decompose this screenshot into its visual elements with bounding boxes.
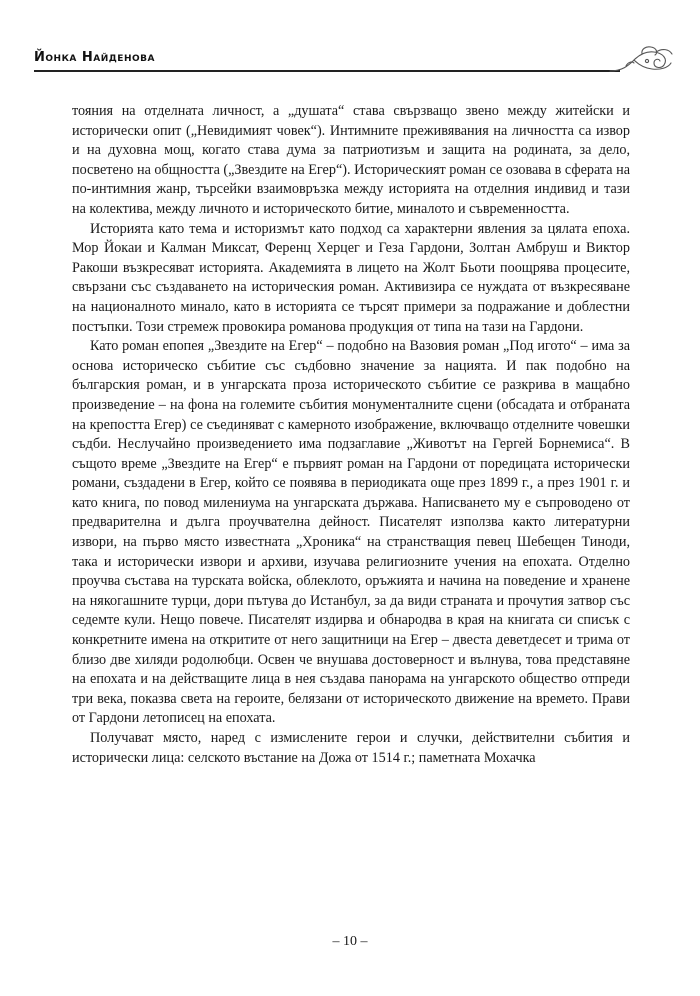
flourish-ornament-icon [608, 44, 674, 78]
header-rule [34, 70, 620, 72]
paragraph-3: Като роман епопея „Звездите на Егер“ – подобно на Вазовия роман „Под игото“ – има за основа историческо събитие със съдбовно значение за нацията. И пак подобно на българския роман, и в унгарската проза историческото събитие се разкрива в мащабно произведение – на фона на големите събития монументалните сцени (обсадата и отбраната на крепостта Егер) се съединяват с камерното изображение, включващо отделните човешки съдби. Неслучайно произведението има подзаглавие „Животът на Гергей Борнемиса“. В същото време „Звездите на Егер“ е първият роман на Гардони от поредицата исторически романи, създадени в Егер, който се появява в периодиката още през 1899 г., а през 1901 г. и като книга, по повод милениума на унгарската държава. Написването му е съпроводено от предварителна и дълга проучвателна дейност. Писателят използва както литературни извори, на първо място известната „Хроника“ на странстващия певец Шебещен Тиноди, така и исторически извори и архиви, изучава религиозните учения на епохата. Отделно проучва състава на турската войска, облеклото, оръжията и начина на поведение и хранене на някогашните турци, дори пътува до Истанбул, за да види страната и прочутия затвор със седемте кули. Нещо повече. Писателят издирва и обнародва в края на книгата си списък с конкретните имена на откритите от него защитници на Егер – двеста деветдесет и трима от близо две хиляди родолюбци. Освен че внушава достоверност и вълнува, това представяне на епохата и на действащите лица в нея създава панорама на унгарското общество отпреди три века, показва света на героите, белязани от историческото движение на времето. Прави от Гардони летописец на епохата. [72, 338, 630, 727]
paragraph-1: тояния на отделната личност, а „душата“ става свързващо звено между житейски и исторически опит („Невидимият човек“). Интимните преживявания на личността са извор и на духовна мощ, когато става дума за патриотизъм и защита на родината, за дело, посветено на общността („Звездите на Егер“). Историческият роман се озовава в сферата на по-интимния жанр, търсейки взаимовръзка между историята на отделния индивид и тази на колектива, между личното и историческото битие, миналото и съвременността. [72, 103, 631, 217]
running-header [34, 46, 666, 76]
page-number: – 10 – [332, 934, 368, 949]
running-header-author: Йонка Найденова [34, 50, 155, 65]
paragraph-4: Получават място, наред с измислените герои и случки, действителни събития и исторически лица: селското въстание на Дожа от 1514 г.; паметната Мохачка [72, 730, 630, 766]
paragraph-2: Историята като тема и историзмът като подход са характерни явления за цялата епоха. Мор Йокаи и Калман Миксат, Ференц Херцег и Геза Гардони, Золтан Амбруш и Виктор Ракоши възкресяват историята. Академията в лицето на Жолт Бьоти поощрява процесите, свързани със създаването на историческия роман. Активизира се нуждата от възкресяване на националното минало, като в историята се търсят примери за подражание и доблестни постъпки. Този стремеж провокира романова продукция от типа на тази на Гардони. [72, 220, 630, 335]
main-text [72, 102, 630, 768]
